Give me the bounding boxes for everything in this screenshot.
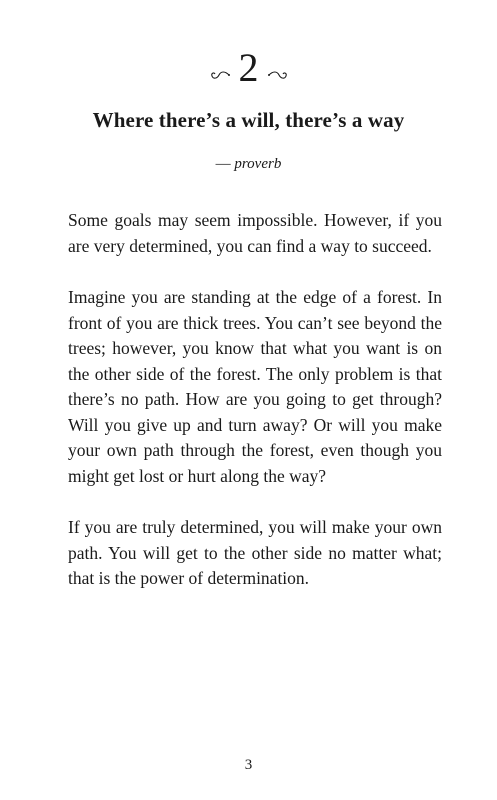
page-number: 3 [244,757,253,773]
ornament-right-icon [267,69,289,81]
attribution-dash: — [215,156,231,172]
attribution-source: proverb [234,156,282,172]
paragraph-1: Some goals may seem impossible. However, if you are very determined, you can find a way to succeed. [68,210,442,256]
paragraph-3: If you are truly determined, you will make your own path. You will get to the other side no matter what; that is the power of determination. [68,517,442,588]
paragraph-2: Imagine you are standing at the edge of a forest. In front of you are thick trees. You can’t see beyond the trees; however, you know that what you want is on the other side of the forest. The only problem is that there’s no path. How are you going to get through? Will you give up and turn away? Or will you make your own path through the forest, even though you might get lost or hurt along the way? [68,287,442,486]
chapter-heading [0,45,497,90]
ornament-left-icon [209,69,231,81]
chapter-number: 2 [238,45,259,90]
chapter-title: Where there’s a will, there’s a way [92,108,405,132]
body-text [68,208,442,618]
attribution [0,156,497,173]
